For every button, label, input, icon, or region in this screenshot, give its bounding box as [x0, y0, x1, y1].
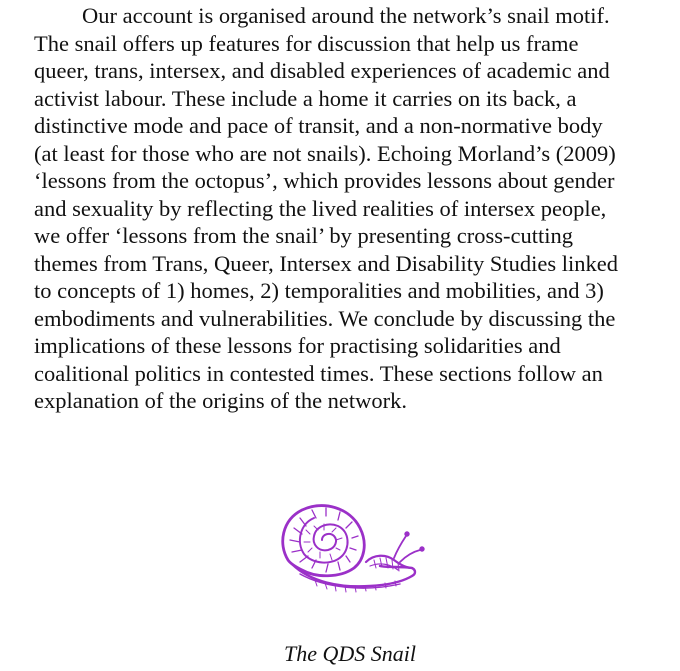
paragraph-line: (at least for those who are not snails). Echoing Morland’s (2009)	[34, 140, 616, 166]
paragraph-line: embodiments and vulnerabilities. We conclude by discussing the	[34, 305, 616, 331]
paragraph-line: to concepts of 1) homes, 2) temporalities and mobilities, and 3)	[34, 278, 604, 303]
paragraph-line: we offer ‘lessons from the snail’ by presenting cross-cutting	[34, 223, 574, 248]
paragraph-line: themes from Trans, Queer, Intersex and Disability Studies linked	[34, 250, 619, 276]
paragraph-line: The snail offers up features for discussion that help us frame	[34, 30, 579, 56]
paragraph-line: queer, trans, intersex, and disabled experiences of academic and	[34, 58, 610, 83]
paragraph-line: explanation of the origins of the network.	[34, 388, 408, 413]
snail-icon	[270, 496, 430, 608]
paragraph-line: coalitional politics in contested times. These sections follow an	[34, 360, 603, 386]
paragraph-line: Our account is organised around the network’s snail motif.	[82, 3, 610, 28]
snail-figure	[270, 496, 430, 608]
paragraph-line: activist labour. These include a home it carries on its back, a	[34, 85, 577, 111]
paragraph-line: distinctive mode and pace of transit, and a non-normative body	[34, 113, 603, 138]
figure-caption: The QDS Snail	[284, 641, 416, 666]
body-paragraph	[34, 2, 674, 415]
paragraph-line: ‘lessons from the octopus’, which provides lessons about gender	[34, 168, 615, 193]
paragraph-line: implications of these lessons for practising solidarities and	[34, 333, 561, 358]
paragraph-line: and sexuality by reflecting the lived realities of intersex people,	[34, 195, 607, 221]
